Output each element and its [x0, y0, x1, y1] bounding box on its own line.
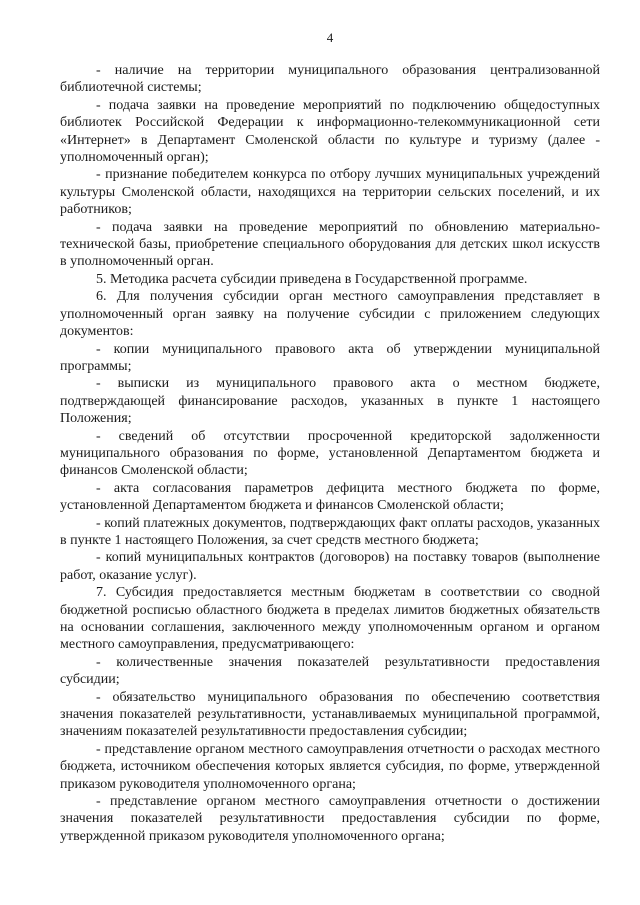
paragraph-expense-reporting: - представление органом местного самоуправления отчетности о расходах местного бюджета, источником обеспечения которых является субсидия, по форме, утвержденной приказом руководителя уполномоченного органа;: [60, 741, 600, 792]
paragraph-performance-indicators: - количественные значения показателей результативности предоставления субсидии;: [60, 654, 600, 688]
paragraph-competition-winner: - признание победителем конкурса по отбору лучших муниципальных учреждений культуры Смоленской области, находящихся на территории сельских поселений, и их работников;: [60, 167, 600, 218]
paragraph-municipal-contracts: - копий муниципальных контрактов (договоров) на поставку товаров (выполнение работ, оказание услуг).: [60, 550, 600, 583]
paragraph-art-schools-equipment: - подача заявки на проведение мероприятий по обновлению материально-технической базы, приобретение специального оборудования для детских школ искусств в уполномоченный орган.: [60, 219, 600, 270]
document-body: [60, 62, 600, 845]
paragraph-library-system: - наличие на территории муниципального образования централизованной библиотечной системы;: [60, 63, 600, 96]
paragraph-compliance-obligation: - обязательство муниципального образования по обеспечению соответствия значения показателей результативности, устанавливаемых муниципальной программой, значениям показателей результативности предоставления субсидии;: [60, 689, 600, 740]
paragraph-payment-documents: - копий платежных документов, подтверждающих факт оплаты расходов, указанных в пункте 1 настоящего Положения, за счет средств местного бюджета;: [60, 515, 600, 548]
paragraph-internet-connection-request: - подача заявки на проведение мероприятий по подключению общедоступных библиотек Российской Федерации к информационно-телекоммуникационной сети «Интернет» в Департамент Смоленской области по культуре и туризму (далее - уполномоченный орган);: [60, 97, 600, 166]
paragraph-municipal-act-copy: - копии муниципального правового акта об утверждении муниципальной программы;: [60, 341, 600, 374]
paragraph-item-7-subsidy: 7. Субсидия предоставляется местным бюджетам в соответствии со сводной бюджетной росписью областного бюджета в пределах лимитов бюджетных обязательств на основании соглашения, заключенного между уполномоченным органом и органом местного самоуправления, предусматривающего:: [60, 585, 600, 653]
paragraph-item-5-methodology: 5. Методика расчета субсидии приведена в Государственной программе.: [96, 271, 528, 287]
paragraph-achievement-reporting: - представление органом местного самоуправления отчетности о достижении значения показателей результативности предоставления субсидии по форме, утвержденной приказом руководителя уполномоченного органа;: [60, 794, 600, 844]
paragraph-deficit-agreement-act: - акта согласования параметров дефицита местного бюджета по форме, установленной Департаментом бюджета и финансов Смоленской области;: [60, 480, 600, 514]
paragraph-budget-extract: - выписки из муниципального правового акта о местном бюджете, подтверждающей финансирование расходов, указанных в пункте 1 настоящего Положения;: [60, 376, 600, 427]
paragraph-item-6-application: 6. Для получения субсидии орган местного самоуправления представляет в уполномоченный орган заявку на получение субсидии с приложением следующих документов:: [60, 289, 600, 340]
paragraph-no-overdue-debt: - сведений об отсутствии просроченной кредиторской задолженности муниципального образования по форме, установленной Департаментом бюджета и финансов Смоленской области;: [60, 428, 600, 479]
document-page: [60, 0, 600, 905]
page-number: 4: [326, 30, 334, 45]
